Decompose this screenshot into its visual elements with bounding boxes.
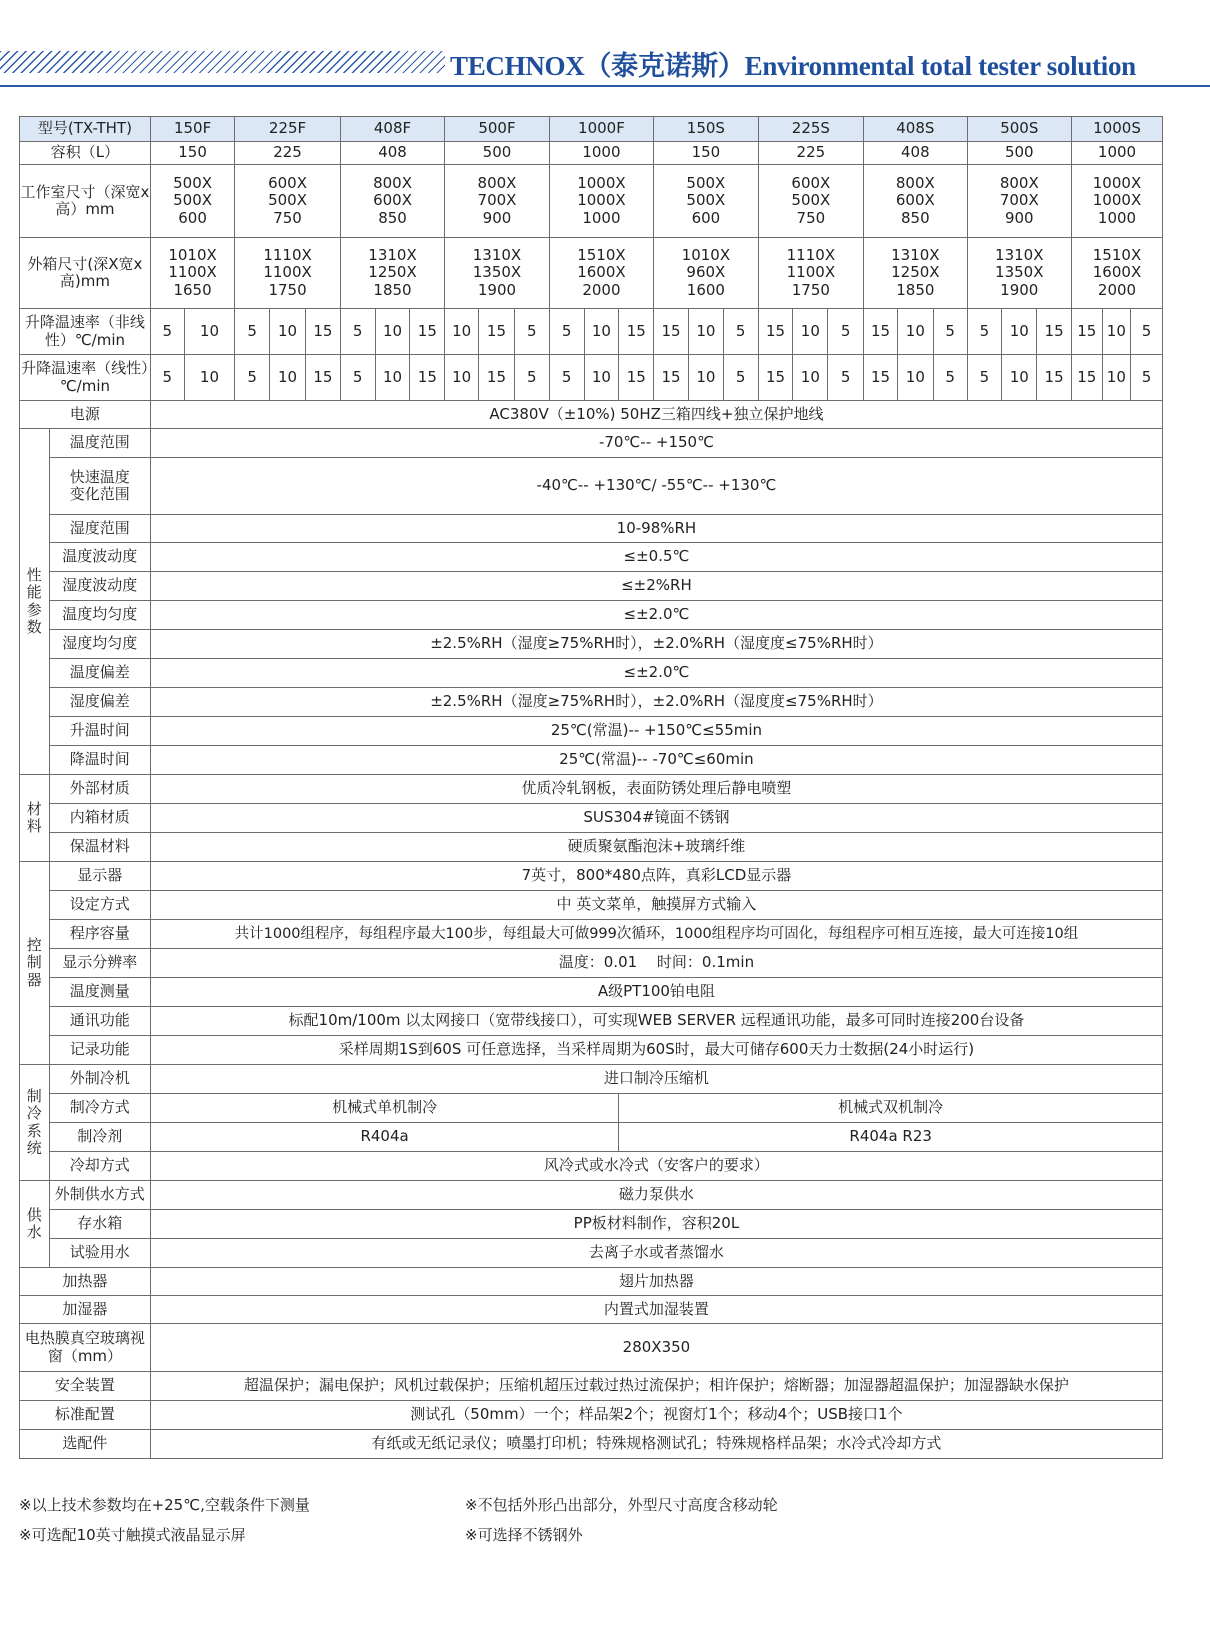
perf-label: 快速温度变化范围 [49, 458, 150, 515]
volume-row [20, 142, 1163, 165]
rate-cell: 5 [549, 355, 584, 401]
misc-row [20, 1401, 1163, 1430]
perf-label: 降温时间 [49, 746, 150, 775]
controller-value: 7英寸，800*480点阵，真彩LCD显示器 [150, 862, 1162, 891]
rate-cell: 15 [864, 309, 898, 355]
material-row [20, 804, 1163, 833]
perf-value: 10-98%RH [150, 515, 1162, 543]
outer-cell: 1310X 1250X 1850 [340, 238, 444, 309]
rate-cell: 10 [688, 309, 723, 355]
controller-row [20, 978, 1163, 1007]
model-row [20, 117, 1163, 142]
misc-value: 内置式加湿装置 [150, 1296, 1162, 1324]
perf-value: 25℃(常温)-- -70℃≤60min [150, 746, 1162, 775]
misc-row [20, 1296, 1163, 1324]
perf-value: ≤±2.0℃ [150, 659, 1162, 688]
rate-cell: 15 [1037, 355, 1072, 401]
material-value: 优质冷轧钢板，表面防锈处理后静电喷塑 [150, 775, 1162, 804]
perf-value: ±2.5%RH（湿度≥75%RH时），±2.0%RH（湿度度≤75%RH时） [150, 688, 1162, 717]
rate-cell: 10 [584, 309, 619, 355]
controller-value: 中 英文菜单，触摸屏方式输入 [150, 891, 1162, 920]
header-title: TECHNOX（泰克诺斯）Environmental total tester solution [450, 51, 1136, 81]
misc-value: 有纸或无纸记录仪；喷墨打印机；特殊规格测试孔；特殊规格样品架；水冷式冷却方式 [150, 1430, 1162, 1459]
perf-label: 升温时间 [49, 717, 150, 746]
volume-cell: 150 [654, 142, 758, 165]
rate-cell: 5 [514, 355, 549, 401]
rate-cell: 15 [619, 355, 654, 401]
model-cell: 150F [150, 117, 234, 142]
model-cell: 150S [654, 117, 758, 142]
rate-linear-row [20, 355, 1163, 401]
rate-cell: 15 [619, 309, 654, 355]
water-value: 磁力泵供水 [150, 1181, 1162, 1210]
workroom-cell: 500X 500X 600 [654, 165, 758, 238]
rate-nonlinear-row [20, 309, 1163, 355]
perf-row [20, 746, 1163, 775]
misc-label: 安全装置 [20, 1372, 151, 1401]
rate-cell: 5 [723, 355, 758, 401]
volume-cell: 408 [864, 142, 967, 165]
perf-value: ≤±2%RH [150, 572, 1162, 601]
rate-cell: 15 [654, 355, 689, 401]
rate-cell: 15 [864, 355, 898, 401]
volume-cell: 225 [758, 142, 864, 165]
rate-cell: 10 [584, 355, 619, 401]
cooling-value: 机械式双机制冷 [619, 1094, 1163, 1123]
rate-cell: 5 [933, 355, 967, 401]
controller-label: 温度测量 [49, 978, 150, 1007]
misc-row [20, 1268, 1163, 1296]
controller-row [20, 1007, 1163, 1036]
misc-value: 测试孔（50mm）一个；样品架2个；视窗灯1个；移动4个；USB接口1个 [150, 1401, 1162, 1430]
cooling-row [20, 1094, 1163, 1123]
cooling-value: 机械式单机制冷 [150, 1094, 618, 1123]
perf-value: ≤±0.5℃ [150, 543, 1162, 572]
rate-cell: 15 [305, 355, 340, 401]
rate-cell: 5 [933, 309, 967, 355]
water-group-label: 供水 [20, 1181, 50, 1268]
perf-group-label: 性能参数 [20, 429, 50, 775]
workroom-cell: 800X 600X 850 [864, 165, 967, 238]
header-divider [0, 85, 1210, 87]
header-stripe-decoration [0, 51, 445, 73]
water-row [20, 1239, 1163, 1268]
rate-cell: 10 [1002, 355, 1037, 401]
footnote: ※不包括外形凸出部分，外型尺寸高度含移动轮 [465, 1496, 778, 1514]
water-label: 试验用水 [49, 1239, 150, 1268]
outer-cell: 1010X 960X 1600 [654, 238, 758, 309]
outer-cell: 1010X 1100X 1650 [150, 238, 234, 309]
rate-cell: 10 [184, 355, 235, 401]
misc-row [20, 1430, 1163, 1459]
perf-row [20, 659, 1163, 688]
misc-label: 标准配置 [20, 1401, 151, 1430]
perf-row [20, 630, 1163, 659]
workroom-cell: 500X 500X 600 [150, 165, 234, 238]
rate-cell: 5 [150, 309, 184, 355]
rate-nonlinear-label: 升降温速率（非线性）℃/min [20, 309, 151, 355]
controller-label: 显示分辨率 [49, 949, 150, 978]
material-label: 内箱材质 [49, 804, 150, 833]
misc-value: 280X350 [150, 1324, 1162, 1372]
perf-label: 温度波动度 [49, 543, 150, 572]
controller-label: 通讯功能 [49, 1007, 150, 1036]
cooling-row [20, 1065, 1163, 1094]
rate-cell: 5 [340, 309, 375, 355]
rate-cell: 10 [897, 309, 933, 355]
perf-row [20, 601, 1163, 630]
volume-cell: 1000 [549, 142, 653, 165]
power-label: 电源 [20, 401, 151, 429]
rate-cell: 10 [1102, 355, 1130, 401]
rate-cell: 10 [1102, 309, 1130, 355]
rate-cell: 15 [1072, 355, 1103, 401]
perf-label: 湿度均匀度 [49, 630, 150, 659]
volume-cell: 150 [150, 142, 234, 165]
cooling-label: 制冷剂 [49, 1123, 150, 1152]
volume-cell: 225 [235, 142, 341, 165]
rate-cell: 10 [375, 355, 410, 401]
volume-cell: 500 [967, 142, 1071, 165]
cooling-value: R404a [150, 1123, 618, 1152]
misc-row [20, 1372, 1163, 1401]
footnote: ※以上技术参数均在+25℃,空载条件下测量 [19, 1496, 310, 1514]
rate-cell: 5 [828, 309, 864, 355]
workroom-row [20, 165, 1163, 238]
outer-label: 外箱尺寸(深X宽x高)mm [20, 238, 151, 309]
misc-value: 翅片加热器 [150, 1268, 1162, 1296]
rate-cell: 10 [897, 355, 933, 401]
workroom-cell: 800X 700X 900 [445, 165, 549, 238]
power-row [20, 401, 1163, 429]
rate-cell: 10 [445, 355, 479, 401]
model-cell: 1000S [1072, 117, 1163, 142]
volume-label: 容积（L） [20, 142, 151, 165]
water-row [20, 1210, 1163, 1239]
workroom-cell: 600X 500X 750 [758, 165, 864, 238]
perf-row [20, 543, 1163, 572]
controller-label: 记录功能 [49, 1036, 150, 1065]
misc-label: 电热膜真空玻璃视窗（mm） [20, 1324, 151, 1372]
volume-cell: 408 [340, 142, 444, 165]
perf-label: 温度均匀度 [49, 601, 150, 630]
rate-cell: 15 [758, 309, 793, 355]
rate-cell: 5 [723, 309, 758, 355]
perf-row [20, 572, 1163, 601]
rate-cell: 10 [375, 309, 410, 355]
outer-cell: 1110X 1100X 1750 [758, 238, 864, 309]
controller-group-label: 控制器 [20, 862, 50, 1065]
rate-cell: 15 [305, 309, 340, 355]
model-cell: 225S [758, 117, 864, 142]
cooling-label: 外制冷机 [49, 1065, 150, 1094]
model-cell: 500F [445, 117, 549, 142]
water-value: 去离子水或者蒸馏水 [150, 1239, 1162, 1268]
controller-row [20, 891, 1163, 920]
outer-row [20, 238, 1163, 309]
perf-row [20, 515, 1163, 543]
rate-cell: 5 [235, 355, 270, 401]
misc-label: 加湿器 [20, 1296, 151, 1324]
model-cell: 500S [967, 117, 1071, 142]
controller-value: 采样周期1S到60S 可任意选择，当采样周期为60S时，最大可储存600天力士数据(24小时运行) [150, 1036, 1162, 1065]
rate-cell: 5 [1131, 309, 1163, 355]
rate-cell: 5 [514, 309, 549, 355]
page-header [0, 44, 1210, 88]
perf-label: 湿度波动度 [49, 572, 150, 601]
rate-cell: 5 [549, 309, 584, 355]
rate-cell: 15 [410, 355, 445, 401]
perf-value: ±2.5%RH（湿度≥75%RH时），±2.0%RH（湿度度≤75%RH时） [150, 630, 1162, 659]
model-cell: 225F [235, 117, 341, 142]
model-cell: 408F [340, 117, 444, 142]
rate-cell: 15 [1037, 309, 1072, 355]
outer-cell: 1310X 1250X 1850 [864, 238, 967, 309]
controller-label: 设定方式 [49, 891, 150, 920]
controller-value: 共计1000组程序，每组程序最大100步，每组最大可做999次循环，1000组程序均可固化，每组程序可相互连接，最大可连接10组 [150, 920, 1162, 949]
rate-linear-label: 升降温速率（线性）℃/min [20, 355, 151, 401]
controller-value: A级PT100铂电阻 [150, 978, 1162, 1007]
volume-cell: 1000 [1072, 142, 1163, 165]
misc-row [20, 1324, 1163, 1372]
controller-value: 温度：0.01 时间：0.1min [150, 949, 1162, 978]
water-value: PP板材料制作，容积20L [150, 1210, 1162, 1239]
controller-value: 标配10m/100m 以太网接口（宽带线接口），可实现WEB SERVER 远程通讯功能，最多可同时连接200台设备 [150, 1007, 1162, 1036]
rate-cell: 10 [793, 355, 828, 401]
power-value: AC380V（±10%) 50HZ三箱四线+独立保护地线 [150, 401, 1162, 429]
rate-cell: 5 [828, 355, 864, 401]
outer-cell: 1110X 1100X 1750 [235, 238, 341, 309]
cooling-label: 制冷方式 [49, 1094, 150, 1123]
material-label: 外部材质 [49, 775, 150, 804]
outer-cell: 1310X 1350X 1900 [445, 238, 549, 309]
workroom-cell: 1000X 1000X 1000 [549, 165, 653, 238]
rate-cell: 10 [270, 355, 306, 401]
rate-cell: 15 [479, 355, 515, 401]
controller-row [20, 920, 1163, 949]
rate-cell: 15 [758, 355, 793, 401]
perf-row [20, 688, 1163, 717]
rate-cell: 10 [688, 355, 723, 401]
rate-cell: 5 [967, 355, 1002, 401]
cooling-label: 冷却方式 [49, 1152, 150, 1181]
outer-cell: 1510X 1600X 2000 [549, 238, 653, 309]
cooling-value: 进口制冷压缩机 [150, 1065, 1162, 1094]
rate-cell: 5 [150, 355, 184, 401]
rate-cell: 5 [235, 309, 270, 355]
perf-value: -40℃-- +130℃/ -55℃-- +130℃ [150, 458, 1162, 515]
perf-value: 25℃(常温)-- +150℃≤55min [150, 717, 1162, 746]
perf-row [20, 717, 1163, 746]
material-group-label: 材料 [20, 775, 50, 862]
workroom-cell: 600X 500X 750 [235, 165, 341, 238]
rate-cell: 10 [793, 309, 828, 355]
perf-label: 温度范围 [49, 429, 150, 458]
workroom-cell: 800X 700X 900 [967, 165, 1071, 238]
material-label: 保温材料 [49, 833, 150, 862]
material-value: 硬质聚氨酯泡沫+玻璃纤维 [150, 833, 1162, 862]
controller-row [20, 862, 1163, 891]
water-row [20, 1181, 1163, 1210]
misc-label: 选配件 [20, 1430, 151, 1459]
controller-label: 程序容量 [49, 920, 150, 949]
cooling-row [20, 1152, 1163, 1181]
perf-value: ≤±2.0℃ [150, 601, 1162, 630]
rate-cell: 5 [967, 309, 1002, 355]
cooling-group-label: 制冷系统 [20, 1065, 50, 1181]
cooling-row [20, 1123, 1163, 1152]
footnote: ※可选配10英寸触摸式液晶显示屏 [19, 1526, 246, 1544]
rate-cell: 5 [1131, 355, 1163, 401]
material-row [20, 833, 1163, 862]
perf-label: 湿度偏差 [49, 688, 150, 717]
model-cell: 408S [864, 117, 967, 142]
rate-cell: 15 [410, 309, 445, 355]
controller-row [20, 1036, 1163, 1065]
rate-cell: 10 [1002, 309, 1037, 355]
rate-cell: 10 [270, 309, 306, 355]
misc-value: 超温保护；漏电保护；风机过载保护；压缩机超压过载过热过流保护；相许保护；熔断器；加湿器超温保护；加湿器缺水保护 [150, 1372, 1162, 1401]
workroom-label: 工作室尺寸（深宽x高）mm [20, 165, 151, 238]
water-label: 外制供水方式 [49, 1181, 150, 1210]
material-row [20, 775, 1163, 804]
workroom-cell: 800X 600X 850 [340, 165, 444, 238]
spec-table [19, 116, 1163, 1459]
rate-cell: 10 [445, 309, 479, 355]
water-label: 存水箱 [49, 1210, 150, 1239]
outer-cell: 1510X 1600X 2000 [1072, 238, 1163, 309]
outer-cell: 1310X 1350X 1900 [967, 238, 1071, 309]
footnote: ※可选择不锈钢外 [465, 1526, 583, 1544]
rate-cell: 15 [1072, 309, 1103, 355]
perf-label: 湿度范围 [49, 515, 150, 543]
rate-cell: 15 [654, 309, 689, 355]
controller-label: 显示器 [49, 862, 150, 891]
perf-value: -70℃-- +150℃ [150, 429, 1162, 458]
rate-cell: 5 [340, 355, 375, 401]
workroom-cell: 1000X 1000X 1000 [1072, 165, 1163, 238]
perf-row [20, 429, 1163, 458]
cooling-value: R404a R23 [619, 1123, 1163, 1152]
controller-row [20, 949, 1163, 978]
rate-cell: 15 [479, 309, 515, 355]
cooling-value: 风冷式或水冷式（安客户的要求） [150, 1152, 1162, 1181]
perf-row [20, 458, 1163, 515]
material-value: SUS304#镜面不锈钢 [150, 804, 1162, 833]
model-label: 型号(TX-THT) [20, 117, 151, 142]
perf-label: 温度偏差 [49, 659, 150, 688]
rate-cell: 10 [184, 309, 235, 355]
model-cell: 1000F [549, 117, 653, 142]
misc-label: 加热器 [20, 1268, 151, 1296]
volume-cell: 500 [445, 142, 549, 165]
